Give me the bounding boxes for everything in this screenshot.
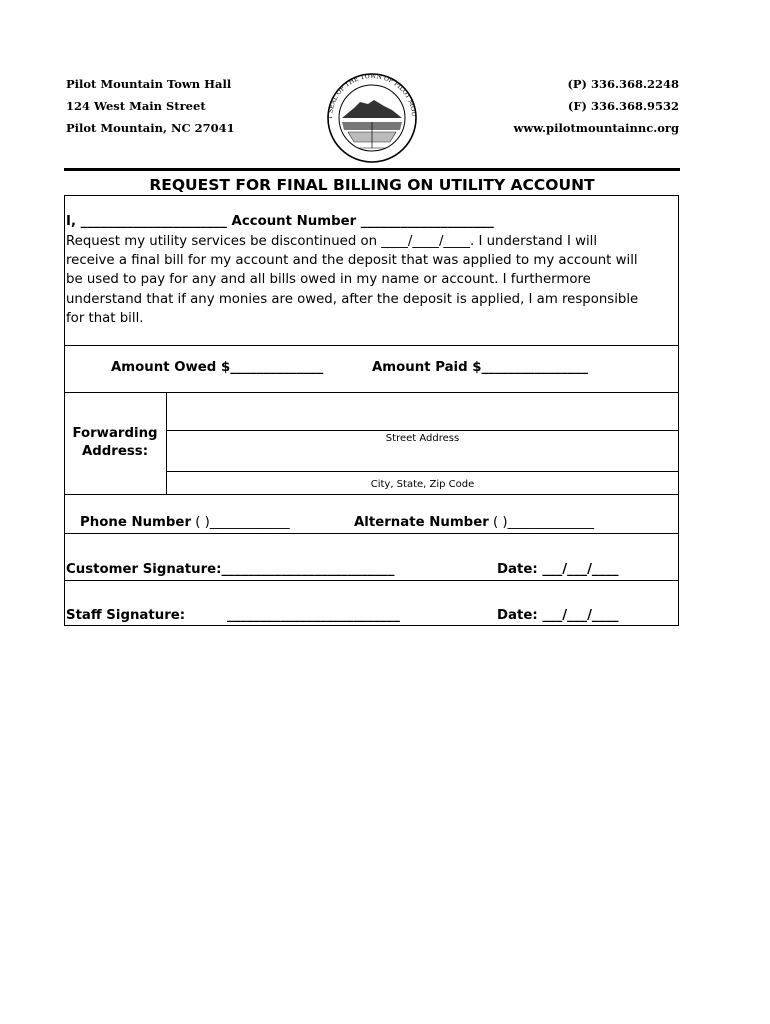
paragraph-line: understand that if any monies are owed, after the deposit is applied, I am responsible — [66, 291, 639, 307]
staff-signature-field[interactable]: __________________________ — [227, 608, 400, 623]
street-address-caption: Street Address — [385, 433, 460, 444]
amount-paid-field[interactable]: Amount Paid $________________ — [372, 360, 588, 375]
city-state-zip: Pilot Mountain, NC 27041 — [66, 121, 235, 135]
request-paragraph — [66, 232, 678, 328]
forwarding-label-line1: Forwarding — [72, 426, 158, 441]
paragraph-line-discontinue[interactable]: Request my utility services be discontinued on ____/____/____. I understand I will — [66, 234, 598, 249]
alternate-row[interactable] — [354, 515, 594, 530]
form-title: REQUEST FOR FINAL BILLING ON UTILITY ACCOUNT — [149, 176, 595, 194]
header-divider — [64, 168, 680, 171]
city-state-zip-field[interactable] — [168, 447, 678, 470]
customer-signature-field[interactable]: Customer Signature:__________________________ — [66, 562, 395, 577]
city-state-zip-line — [166, 471, 679, 472]
town-hall-name: Pilot Mountain Town Hall — [66, 77, 232, 91]
street-address-line — [166, 430, 679, 431]
phone-row[interactable] — [80, 515, 290, 530]
fax-number: (F) 336.368.9532 — [567, 99, 679, 113]
forwarding-label-line2: Address: — [81, 444, 149, 459]
website: www.pilotmountainnc.org — [513, 121, 679, 135]
street-address: 124 West Main Street — [66, 99, 206, 113]
phone-number: (P) 336.368.2248 — [567, 77, 679, 91]
divider-after-phone — [64, 533, 679, 534]
paragraph-line: receive a final bill for my account and the deposit that was applied to my account will — [66, 253, 638, 269]
customer-date-field[interactable]: Date: ___/___/____ — [497, 562, 619, 577]
paragraph-line: be used to pay for any and all bills owed in my name or account. I furthermore — [66, 272, 591, 288]
staff-signature-label: Staff Signature: — [66, 608, 186, 623]
divider-after-address — [64, 494, 679, 495]
seal-text: T SEAL OF THE TOWN OF PILOT MOU — [326, 72, 418, 120]
town-seal — [318, 72, 426, 164]
alternate-label: Alternate Number — [354, 515, 489, 530]
name-account-line[interactable]: I, ______________________ Account Number ____________________ — [66, 214, 494, 229]
street-address-field[interactable] — [168, 393, 678, 429]
staff-date-field[interactable]: Date: ___/___/____ — [497, 608, 619, 623]
phone-blank[interactable]: ( )____________ — [191, 515, 290, 530]
alternate-blank[interactable]: ( )_____________ — [488, 515, 595, 530]
paragraph-line: for that bill. — [66, 310, 144, 326]
amount-owed-field[interactable]: Amount Owed $______________ — [111, 360, 324, 375]
divider-after-paragraph — [64, 345, 679, 346]
phone-label: Phone Number — [80, 515, 192, 530]
city-state-zip-caption: City, State, Zip Code — [370, 479, 475, 490]
divider-after-customer-signature — [64, 580, 679, 581]
